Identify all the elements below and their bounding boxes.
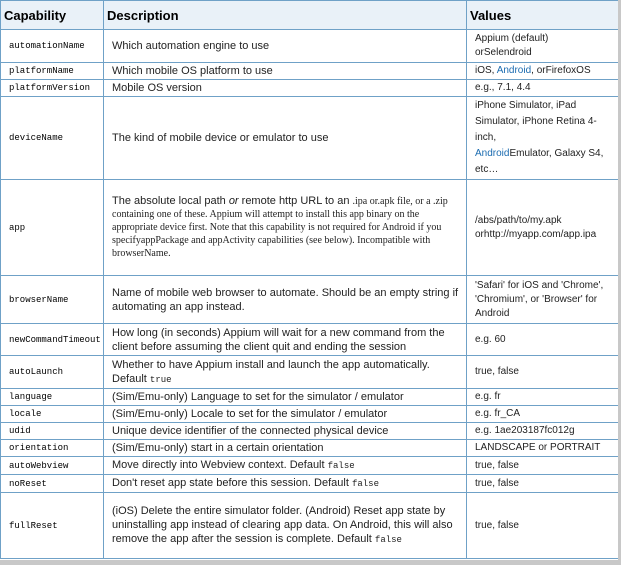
capability-name: autoWebview [1, 457, 104, 475]
description-text: The absolute local path [112, 195, 229, 207]
table-row [1, 97, 619, 180]
capability-name: app [1, 180, 104, 276]
description-text: Don't reset app state before this session. Default [112, 477, 349, 489]
capability-values: true, false [467, 493, 619, 559]
capability-description [104, 180, 467, 276]
value-text: e.g. 1ae203187fc012g [475, 425, 575, 436]
capability-values: true, false [467, 475, 619, 493]
table-row [1, 493, 619, 559]
capability-values [467, 30, 619, 63]
table-row [1, 276, 619, 324]
capability-description: Which automation engine to use [104, 30, 467, 63]
value-text: Emulator, Galaxy S4, etc… [475, 148, 604, 175]
description-code-text: .ipa or.apk file, or a .zip containing one of these. Appium will attempt to install this app binary on the appropriate device first. Note that this capability is not required for Android if you specifyappPackage and appActivity capabilities (see below). Incompatible with browserName. [112, 196, 448, 259]
table-row [1, 180, 619, 276]
capability-description: (Sim/Emu-only) Language to set for the simulator / emulator [104, 389, 467, 406]
capability-name: orientation [1, 440, 104, 457]
description-text: Move directly into Webview context. Default [112, 459, 325, 471]
description-text: Whether to have Appium install and launch the app automatically. Default [112, 358, 430, 385]
capability-values [467, 63, 619, 80]
table-row [1, 457, 619, 475]
default-value-code: false [351, 479, 379, 489]
table-row [1, 324, 619, 356]
capability-name: newCommandTimeout [1, 324, 104, 356]
capability-name: browserName [1, 276, 104, 324]
capability-values: LANDSCAPE or PORTRAIT [467, 440, 619, 457]
capability-values: e.g., 7.1, 4.4 [467, 80, 619, 97]
table-header-row [1, 1, 619, 30]
value-text: Appium (default) [475, 33, 549, 44]
capability-values: 'Safari' for iOS and 'Chrome', 'Chromium', or 'Browser' for Android [467, 276, 619, 324]
android-link[interactable]: Android [496, 65, 532, 76]
table-row [1, 63, 619, 80]
header-description: Description [104, 1, 467, 30]
value-text: , orFirefoxOS [531, 65, 591, 76]
capability-name: locale [1, 406, 104, 423]
description-text: remote http URL to an [238, 195, 353, 207]
value-text: orSelendroid [475, 47, 532, 58]
capability-values: e.g. fr_CA [467, 406, 619, 423]
capability-description: (Sim/Emu-only) Locale to set for the simulator / emulator [104, 406, 467, 423]
capability-values: true, false [467, 356, 619, 389]
capability-name: fullReset [1, 493, 104, 559]
header-values: Values [467, 1, 619, 30]
table-row [1, 475, 619, 493]
value-text: /abs/path/to/my.apk [475, 214, 562, 226]
capability-values [467, 180, 619, 276]
table-row [1, 30, 619, 63]
description-emphasis: or [228, 195, 239, 207]
value-text: iPhone Simulator, iPad Simulator, iPhone Retina 4-inch, [475, 100, 597, 143]
capability-description: Mobile OS version [104, 80, 467, 97]
capability-values [467, 97, 619, 180]
capability-values: e.g. 60 [467, 324, 619, 356]
capability-description: Unique device identifier of the connected physical device [104, 423, 467, 440]
capability-values [467, 423, 619, 440]
default-value-code: false [327, 461, 355, 471]
header-capability: Capability [1, 1, 104, 30]
capability-values: e.g. fr [467, 389, 619, 406]
capability-description [104, 493, 467, 559]
default-value-code: true [149, 374, 172, 385]
capability-name: deviceName [1, 97, 104, 180]
android-link[interactable]: Android [475, 148, 510, 159]
capability-description [104, 457, 467, 475]
capability-description: Which mobile OS platform to use [104, 63, 467, 80]
default-value-code: false [374, 535, 402, 545]
capability-name: automationName [1, 30, 104, 63]
table-row [1, 406, 619, 423]
table-row [1, 80, 619, 97]
value-text: iOS, [475, 65, 495, 76]
table-row [1, 440, 619, 457]
capability-name: platformVersion [1, 80, 104, 97]
capability-name: platformName [1, 63, 104, 80]
capability-description [104, 475, 467, 493]
table-row [1, 423, 619, 440]
capability-description: The kind of mobile device or emulator to use [104, 97, 467, 180]
capability-name: language [1, 389, 104, 406]
capability-name: udid [1, 423, 104, 440]
table-row [1, 389, 619, 406]
capability-description [104, 356, 467, 389]
capability-name: autoLaunch [1, 356, 104, 389]
capability-description: (Sim/Emu-only) start in a certain orientation [104, 440, 467, 457]
capability-name: noReset [1, 475, 104, 493]
value-text: orhttp://myapp.com/app.ipa [475, 228, 597, 240]
capability-values: true, false [467, 457, 619, 475]
capability-description: How long (in seconds) Appium will wait for a new command from the client before assuming the client quit and ending the session [104, 324, 467, 356]
capability-description: Name of mobile web browser to automate. Should be an empty string if automating an app instead. [104, 276, 467, 324]
table-row [1, 356, 619, 389]
description-text: (iOS) Delete the entire simulator folder. (Android) Reset app state by uninstalling app instead of clearing app data. On Android, this will also remove the app after the session is complete. Default [112, 505, 453, 545]
